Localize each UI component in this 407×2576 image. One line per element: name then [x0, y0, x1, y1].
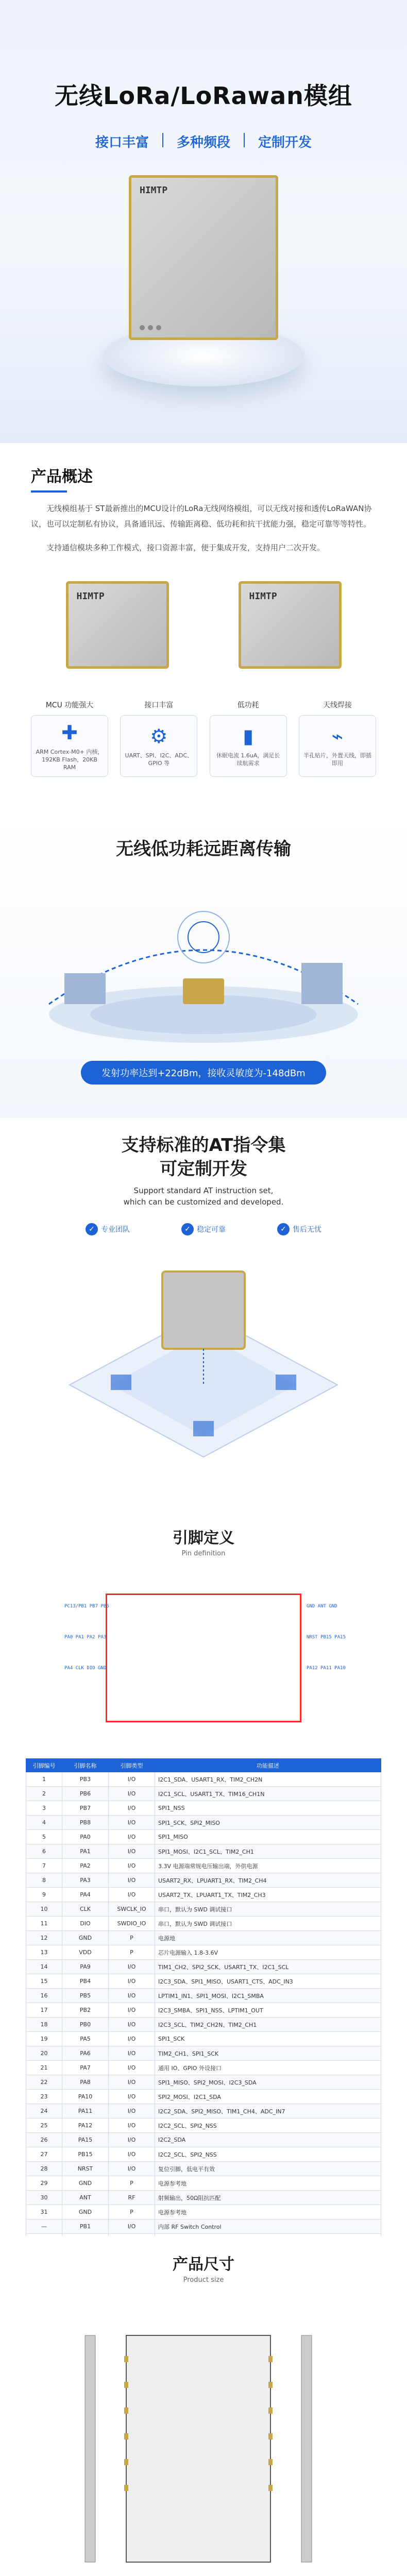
table-cell: DIO [62, 1917, 109, 1931]
check-icon: ✓ [86, 1223, 98, 1235]
table-cell: 内部 RF Switch Control [155, 2219, 381, 2234]
table-cell: 4 [26, 1816, 62, 1830]
overview-title: 产品概述 [31, 468, 93, 486]
pin-label: PC13/PB1 PB7 PB6 [64, 1604, 109, 1609]
table-cell: PB0 [62, 2018, 109, 2032]
table-cell: P [109, 1931, 155, 1945]
feature-label: MCU 功能强大 [45, 701, 94, 709]
feature-desc: 半孔贴片，外置天线，即插即用 [303, 752, 371, 767]
table-row [26, 1844, 381, 1859]
table-cell: GND [62, 1931, 109, 1945]
table-cell: I2C3_SMBA、SPI1_NSS、LPTIM1_OUT [155, 2003, 381, 2018]
table-cell: I/O [109, 2219, 155, 2234]
at-title-line: 支持标准的AT指令集 [121, 1135, 286, 1156]
table-cell: 复位引脚，低电平有效 [155, 2162, 381, 2176]
table-cell: PA10 [62, 2090, 109, 2104]
hero-section [0, 0, 407, 443]
table-cell: I2C2_SDA、SPI2_MISO、TIM1_CH4、ADC_IN7 [155, 2104, 381, 2119]
table-cell: 18 [26, 2018, 62, 2032]
table-cell: 9 [26, 1888, 62, 1902]
table-cell: GND [62, 2205, 109, 2219]
table-cell: PA2 [62, 1859, 109, 1873]
table-cell: 19 [26, 2032, 62, 2046]
table-cell: TIM1_CH2、SPI2_SCK、USART1_TX、I2C1_SCL [155, 1960, 381, 1974]
table-cell: VDD [62, 1945, 109, 1960]
table-cell: 芯片电源输入 1.8-3.6V [155, 1945, 381, 1960]
pin-diagram [59, 1573, 348, 1743]
at-illustration [49, 1251, 358, 1483]
at-title [0, 1118, 407, 1181]
table-cell: P [109, 2205, 155, 2219]
hero-tag: 定制开发 [258, 135, 312, 150]
table-cell: I/O [109, 2075, 155, 2090]
table-cell: I/O [109, 2119, 155, 2133]
table-cell: I/O [109, 2133, 155, 2147]
table-cell: 29 [26, 2176, 62, 2191]
table-cell: 电源地 [155, 1931, 381, 1945]
column-header: 引脚编号 [26, 1759, 62, 1772]
table-row [26, 2075, 381, 2090]
device-icon [111, 1375, 131, 1390]
feature-desc: 休眠电流 1.6uA，满足长续航需求 [216, 752, 280, 767]
table-cell: PA5 [62, 2032, 109, 2046]
at-feature [277, 1223, 321, 1235]
chip-icon: ✚ [61, 721, 78, 744]
table-cell: PB7 [62, 1801, 109, 1816]
table-row [26, 1974, 381, 1989]
overview-paragraph: 支持通信模块多种工作模式，接口资源丰富，便于集成开发，支持用户二次开发。 [46, 543, 325, 552]
feature-antenna [299, 700, 376, 777]
feature-icons [31, 700, 376, 777]
table-cell: PB2 [62, 2003, 109, 2018]
table-cell: I2C2_SCL、SPI2_NSS [155, 2147, 381, 2162]
table-cell: 25 [26, 2119, 62, 2133]
table-cell: 30 [26, 2191, 62, 2205]
table-cell: — [26, 2219, 62, 2234]
table-row [26, 2018, 381, 2032]
feature-desc: UART、SPI、I2C、ADC、GPIO 等 [125, 752, 193, 767]
table-cell: ANT [62, 2191, 109, 2205]
feature-label: 天线焊接 [323, 701, 352, 709]
table-cell: PA11 [62, 2104, 109, 2119]
feature-label: 低功耗 [237, 701, 259, 709]
table-cell: I2C1_SDA、USART1_RX、TIM2_CH2N [155, 1772, 381, 1787]
table-cell: 16 [26, 1989, 62, 2003]
table-cell: 21 [26, 2061, 62, 2075]
signal-icon [188, 922, 219, 953]
table-row [26, 1830, 381, 1844]
table-cell: I2C2_SDA [155, 2133, 381, 2147]
module-front-image [56, 576, 179, 674]
table-row [26, 1989, 381, 2003]
size-subtitle: Product size [183, 2276, 224, 2284]
table-cell: I/O [109, 1816, 155, 1830]
table-row [26, 2003, 381, 2018]
table-cell: I/O [109, 2061, 155, 2075]
table-cell: PA7 [62, 2061, 109, 2075]
size-section [0, 2236, 407, 2576]
table-cell: 通用 IO、GPIO 外设接口 [155, 2061, 381, 2075]
table-cell: I/O [109, 2162, 155, 2176]
building-icon [64, 973, 106, 1004]
table-cell: 27 [26, 2147, 62, 2162]
table-cell: 串口，默认为 SWD 调试接口 [155, 1917, 381, 1931]
table-cell: PA0 [62, 1830, 109, 1844]
table-cell: 电源参考地 [155, 2176, 381, 2191]
table-cell: I/O [109, 1873, 155, 1888]
tag-divider [244, 133, 245, 147]
table-cell: 射频输出，50Ω阻抗匹配 [155, 2191, 381, 2205]
table-cell: 10 [26, 1902, 62, 1917]
overview-paragraph: 无线模组基于 ST最新推出的MCU设计的LoRa无线网络模组，可以无线对接和透传LoRaWAN协议，也可以定制私有协议，具备通讯远、传输距离稳、低功耗和抗干扰能力强，稳定可靠等等特性。 [31, 504, 372, 529]
table-row [26, 1772, 381, 1787]
at-feature-label: 专业团队 [101, 1226, 130, 1234]
table-cell: SPI1_SCK、SPI2_MISO [155, 1816, 381, 1830]
table-cell: I/O [109, 1801, 155, 1816]
table-cell: 串口，默认为 SWD 调试接口 [155, 1902, 381, 1917]
table-cell: 28 [26, 2162, 62, 2176]
overview-modules [31, 576, 376, 674]
table-row [26, 2205, 381, 2219]
table-row [26, 1859, 381, 1873]
at-title-line: 可定制开发 [160, 1159, 247, 1179]
table-row [26, 2061, 381, 2075]
table-cell: 6 [26, 1844, 62, 1859]
table-cell: 15 [26, 1974, 62, 1989]
check-icon: ✓ [277, 1223, 290, 1235]
pin-table-body [26, 1772, 381, 2236]
module-dots [140, 325, 161, 330]
table-cell: USART2_RX、LPUART1_RX、TIM2_CH4 [155, 1873, 381, 1888]
table-cell: 26 [26, 2133, 62, 2147]
table-cell: 31 [26, 2205, 62, 2219]
table-row [26, 2133, 381, 2147]
building-icon [301, 963, 343, 1004]
table-row [26, 1960, 381, 1974]
table-row [26, 1931, 381, 1945]
table-cell: SPI1_NSS [155, 1801, 381, 1816]
table-row [26, 2191, 381, 2205]
table-cell: I2C3_SCL、TIM2_CH2N、TIM2_CH1 [155, 2018, 381, 2032]
device-icon [193, 1421, 214, 1436]
table-row [26, 1787, 381, 1801]
table-header-row [26, 1759, 381, 1772]
table-cell: PA1 [62, 1844, 109, 1859]
table-cell: I/O [109, 1989, 155, 2003]
column-header: 引脚名称 [62, 1759, 109, 1772]
table-cell: 13 [26, 1945, 62, 1960]
table-cell: I/O [109, 1844, 155, 1859]
table-cell: SPI1_SCK [155, 2032, 381, 2046]
at-feature [181, 1223, 226, 1235]
table-cell: P [109, 1945, 155, 1960]
table-row [26, 2104, 381, 2119]
at-feature [86, 1223, 130, 1235]
module-label: HIMTP [249, 591, 277, 602]
table-cell: PB6 [62, 1787, 109, 1801]
table-cell: PB5 [62, 1989, 109, 2003]
table-cell: SPI2_MOSI、I2C1_SDA [155, 2090, 381, 2104]
module-icon [162, 1272, 245, 1349]
range-spec-pill: 发射功率达到+22dBm，接收灵敏度为-148dBm [81, 1061, 326, 1084]
table-cell: 8 [26, 1873, 62, 1888]
table-cell: I/O [109, 2003, 155, 2018]
range-section [0, 814, 407, 1118]
table-cell: PB4 [62, 1974, 109, 1989]
table-cell: SPI1_MISO、SPI2_MOSI、I2C3_SDA [155, 2075, 381, 2090]
at-subtitle-line: Support standard AT instruction set, [133, 1186, 274, 1195]
table-cell: I/O [109, 1772, 155, 1787]
table-row [26, 1917, 381, 1931]
table-cell: I/O [109, 1960, 155, 1974]
size-drawing-svg [75, 2304, 332, 2576]
table-cell: PA6 [62, 2046, 109, 2061]
table-cell: I/O [109, 1859, 155, 1873]
pin-label: PA0 PA1 PA2 PA3 [64, 1635, 107, 1640]
table-row [26, 1816, 381, 1830]
module-icon [183, 978, 224, 1004]
table-cell: 3 [26, 1801, 62, 1816]
feature-power [210, 700, 287, 777]
range-illustration-svg [28, 875, 379, 1050]
feature-desc: ARM Cortex-M0+ 内核，192KB Flash，20KB RAM [36, 748, 104, 771]
table-row [26, 2119, 381, 2133]
table-row [26, 2219, 381, 2234]
table-row [26, 1873, 381, 1888]
table-cell: 17 [26, 2003, 62, 2018]
table-row [26, 1902, 381, 1917]
table-cell: 2 [26, 1787, 62, 1801]
table-cell: I2C1_SCL、USART1_TX、TIM16_CH1N [155, 1787, 381, 1801]
at-illustration-svg [49, 1251, 358, 1483]
at-section [0, 1118, 407, 1510]
table-cell: I/O [109, 2046, 155, 2061]
hero-tag: 多种频段 [176, 135, 230, 150]
table-cell: 24 [26, 2104, 62, 2119]
table-row [26, 2032, 381, 2046]
table-row [26, 2162, 381, 2176]
pin-label: NRST PB15 PA15 [307, 1635, 346, 1640]
pin-label: GND ANT GND [307, 1604, 337, 1609]
table-cell: PB3 [62, 1772, 109, 1787]
column-header: 引脚类型 [109, 1759, 155, 1772]
antenna-icon: ⌁ [331, 725, 344, 748]
table-cell: USART2_TX、LPUART1_TX、TIM2_CH3 [155, 1888, 381, 1902]
table-cell: P [109, 2176, 155, 2191]
pins-subtitle: Pin definition [181, 1550, 226, 1557]
at-feature-label: 稳定可靠 [197, 1226, 226, 1234]
table-cell: I/O [109, 2104, 155, 2119]
table-cell: PA9 [62, 1960, 109, 1974]
table-cell: PB15 [62, 2147, 109, 2162]
at-subtitle [0, 1185, 407, 1208]
module-label: HIMTP [140, 185, 168, 196]
table-row [26, 2147, 381, 2162]
table-cell: CLK [62, 1902, 109, 1917]
table-cell: 12 [26, 1931, 62, 1945]
table-cell: I/O [109, 2018, 155, 2032]
table-cell: 23 [26, 2090, 62, 2104]
table-cell: 电源参考地 [155, 2205, 381, 2219]
feature-interface [120, 700, 197, 777]
table-row [26, 1801, 381, 1816]
at-features [0, 1223, 407, 1235]
at-feature-label: 售后无忧 [293, 1226, 321, 1234]
overview-section [0, 443, 407, 814]
table-cell: 7 [26, 1859, 62, 1873]
title-underline [31, 490, 67, 493]
pin-label: PA4 CLK DIO GND [64, 1666, 107, 1671]
module-side-image [228, 576, 352, 674]
table-cell: PA12 [62, 2119, 109, 2133]
at-subtitle-line: which can be customized and developed. [123, 1197, 284, 1207]
battery-icon: ▮ [243, 725, 254, 748]
table-cell: PA3 [62, 1873, 109, 1888]
pins-section [0, 1510, 407, 2236]
table-cell: 5 [26, 1830, 62, 1844]
range-illustration [28, 875, 379, 1050]
table-cell: 1 [26, 1772, 62, 1787]
table-cell: 3.3V 电源端常规电压输出端，外供电源 [155, 1859, 381, 1873]
hero-tags [0, 132, 407, 151]
feature-mcu [31, 700, 108, 777]
interface-icon: ⚙ [150, 725, 168, 748]
table-cell: I2C3_SDA、SPI1_MISO、USART1_CTS、ADC_IN3 [155, 1974, 381, 1989]
table-row [26, 2090, 381, 2104]
table-cell: SPI1_MISO [155, 1830, 381, 1844]
table-cell: SPI1_MOSI、I2C1_SCL、TIM2_CH1 [155, 1844, 381, 1859]
tag-divider [162, 133, 163, 147]
table-cell: SWCLK_IO [109, 1902, 155, 1917]
table-cell: 11 [26, 1917, 62, 1931]
table-cell: GND [62, 2176, 109, 2191]
check-icon: ✓ [181, 1223, 194, 1235]
module-outline [106, 1594, 301, 1722]
table-cell: 22 [26, 2075, 62, 2090]
table-cell: I/O [109, 2147, 155, 2162]
table-cell: LPTIM1_IN1、SPI1_MOSI、I2C1_SMBA [155, 1989, 381, 2003]
table-row [26, 2176, 381, 2191]
table-cell: I/O [109, 1888, 155, 1902]
size-drawing [75, 2304, 332, 2576]
table-cell: SWDIO_IO [109, 1917, 155, 1931]
module-label: HIMTP [76, 591, 105, 602]
table-cell: I2C2_SCL、SPI2_NSS [155, 2119, 381, 2133]
size-title: 产品尺寸 [173, 2256, 234, 2274]
pin-label: PA12 PA11 PA10 [307, 1666, 346, 1671]
table-cell: PA15 [62, 2133, 109, 2147]
table-row [26, 1888, 381, 1902]
hero-tag: 接口丰富 [95, 135, 149, 150]
feature-label: 接口丰富 [144, 701, 174, 709]
page-title: 无线LoRa/LoRawan模组 [55, 82, 352, 110]
table-cell: I/O [109, 1974, 155, 1989]
table-cell: TIM2_CH1、SPI1_SCK [155, 2046, 381, 2061]
table-cell: PA4 [62, 1888, 109, 1902]
table-cell: I/O [109, 1830, 155, 1844]
table-row [26, 2046, 381, 2061]
table-cell: 14 [26, 1960, 62, 1974]
table-cell: PB1 [62, 2219, 109, 2234]
device-icon [276, 1375, 296, 1390]
column-header: 功能描述 [155, 1759, 381, 1772]
module-image [129, 175, 278, 340]
table-cell: RF [109, 2191, 155, 2205]
table-cell: 20 [26, 2046, 62, 2061]
table-cell: I/O [109, 1787, 155, 1801]
pin-table [26, 1758, 381, 2236]
pins-title: 引脚定义 [173, 1529, 234, 1547]
hero-module-image [82, 170, 325, 386]
table-cell: NRST [62, 2162, 109, 2176]
table-row [26, 1945, 381, 1960]
table-cell: I/O [109, 2032, 155, 2046]
range-title: 无线低功耗远距离传输 [116, 839, 291, 859]
table-cell: PA8 [62, 2075, 109, 2090]
table-cell: I/O [109, 2090, 155, 2104]
table-cell: PB8 [62, 1816, 109, 1830]
